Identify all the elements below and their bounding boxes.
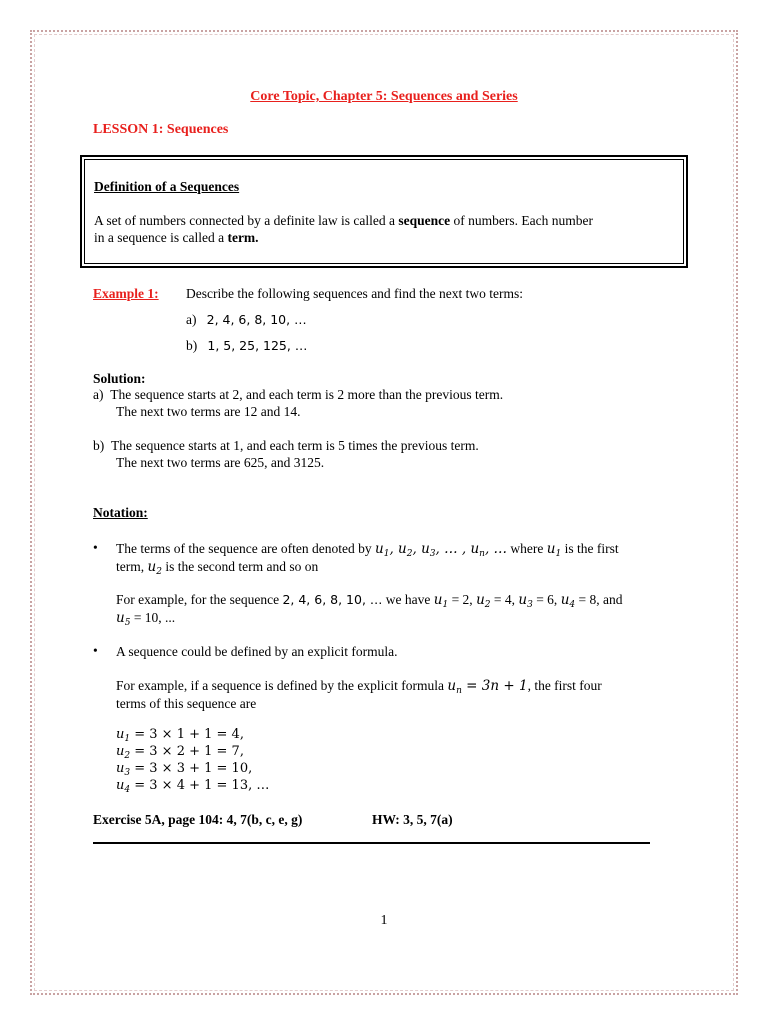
notation-u5: $u_5$ (116, 610, 131, 628)
notation-value: = 10, ... (130, 610, 176, 625)
example-item-b (186, 338, 307, 354)
horizontal-rule (93, 842, 650, 844)
notation-text: is the second term and so on (161, 559, 319, 574)
notation-bullet-1 (116, 540, 676, 576)
equation-u4: $u_4 = 3 \times 4 + 1 = 13$, … (116, 778, 270, 795)
notation-text: terms of this sequence are (116, 696, 257, 711)
notation-text: we have (382, 592, 434, 607)
equation-u3: $u_3 = 3 \times 3 + 1 = 10$, (116, 761, 253, 778)
example-item-a (186, 312, 307, 328)
notation-value: = 4, (490, 592, 519, 607)
bullet-icon: • (93, 643, 98, 658)
solution-a-line2: The next two terms are 12 and 14. (116, 404, 301, 419)
notation-text: term, (116, 559, 148, 574)
definition-heading: Definition of a Sequences (94, 179, 240, 194)
explicit-formula: = 3n + 1 (461, 678, 528, 694)
solution-b-line2: The next two terms are 625, and 3125. (116, 455, 325, 470)
notation-text: For example, for the sequence (116, 592, 283, 607)
notation-example-1 (116, 591, 676, 627)
page-number: 1 (380, 913, 388, 928)
example-label: Example 1: (93, 286, 159, 301)
definition-text-part: A set of numbers connected by a definite law is called a (94, 213, 399, 228)
solution-heading: Solution: (93, 371, 146, 386)
equation-text: = 3 × 2 + 1 = 7, (130, 744, 244, 759)
notation-text: For example, if a sequence is defined by the explicit formula (116, 678, 448, 693)
notation-u2: $u_2$ (147, 559, 162, 577)
equation-u1: $u_1 = 3 \times 1 + 1 = 4$, (116, 727, 244, 744)
notation-value: = 8, and (575, 592, 623, 607)
notation-text: where (507, 541, 547, 556)
definition-keyword-term: term. (227, 230, 259, 245)
lesson-heading: LESSON 1: Sequences (93, 122, 229, 137)
notation-text: , the first four (527, 678, 602, 693)
item-label: b) (186, 338, 198, 353)
solution-a-line1 (93, 387, 503, 403)
item-label: a) (93, 387, 104, 402)
definition-box (80, 155, 688, 268)
notation-value: = 2, (448, 592, 477, 607)
solution-text: The sequence starts at 2, and each term is 2 more than the previous term. (110, 387, 504, 402)
sequence-b: 1, 5, 25, 125, … (207, 338, 308, 353)
page-title: Core Topic, Chapter 5: Sequences and Series (250, 89, 518, 104)
equation-text: = 3 × 1 + 1 = 4, (130, 727, 244, 742)
exercise-assignment: Exercise 5A, page 104: 4, 7(b, c, e, g) (93, 812, 303, 827)
notation-u1: $u_1$ (433, 592, 449, 610)
bullet-icon: • (93, 540, 98, 555)
equation-text: = 3 × 4 + 1 = 13, … (130, 778, 270, 793)
notation-text: is the first (561, 541, 619, 556)
notation-heading: Notation: (93, 505, 148, 520)
notation-example-2 (116, 677, 676, 712)
notation-u1: $u_1$ (546, 541, 562, 559)
example-description: Describe the following sequences and find the next two terms: (186, 286, 524, 301)
equation-text: = 3 × 3 + 1 = 10, (130, 761, 253, 776)
notation-u3: $u_3$ (518, 592, 533, 610)
notation-u2: $u_2$ (476, 592, 491, 610)
definition-text (94, 212, 684, 246)
solution-b-line1 (93, 438, 479, 454)
homework-assignment: HW: 3, 5, 7(a) (372, 812, 453, 827)
notation-sequence: 2, 4, 6, 8, 10, … (282, 592, 383, 607)
definition-text-part: in a sequence is called a (94, 230, 228, 245)
solution-text: The sequence starts at 1, and each term is 5 times the previous term. (111, 438, 479, 453)
notation-value: = 6, (532, 592, 561, 607)
item-label: b) (93, 438, 105, 453)
formula-un: $u_n$ (447, 678, 462, 696)
notation-text: The terms of the sequence are often denoted by (116, 541, 376, 556)
item-label: a) (186, 312, 197, 327)
definition-box-inner (84, 159, 684, 264)
notation-u4: $u_4$ (560, 592, 576, 610)
notation-bullet-2: A sequence could be defined by an explicit formula. (116, 644, 398, 659)
definition-text-part: of numbers. Each number (450, 213, 593, 228)
sequence-a: 2, 4, 6, 8, 10, … (206, 312, 307, 327)
equation-u2: $u_2 = 3 \times 2 + 1 = 7$, (116, 744, 244, 761)
definition-keyword-sequence: sequence (398, 213, 451, 228)
notation-u-terms: $u_1$, $u_2$, $u_3$, … , $u_n$, … (375, 541, 508, 559)
